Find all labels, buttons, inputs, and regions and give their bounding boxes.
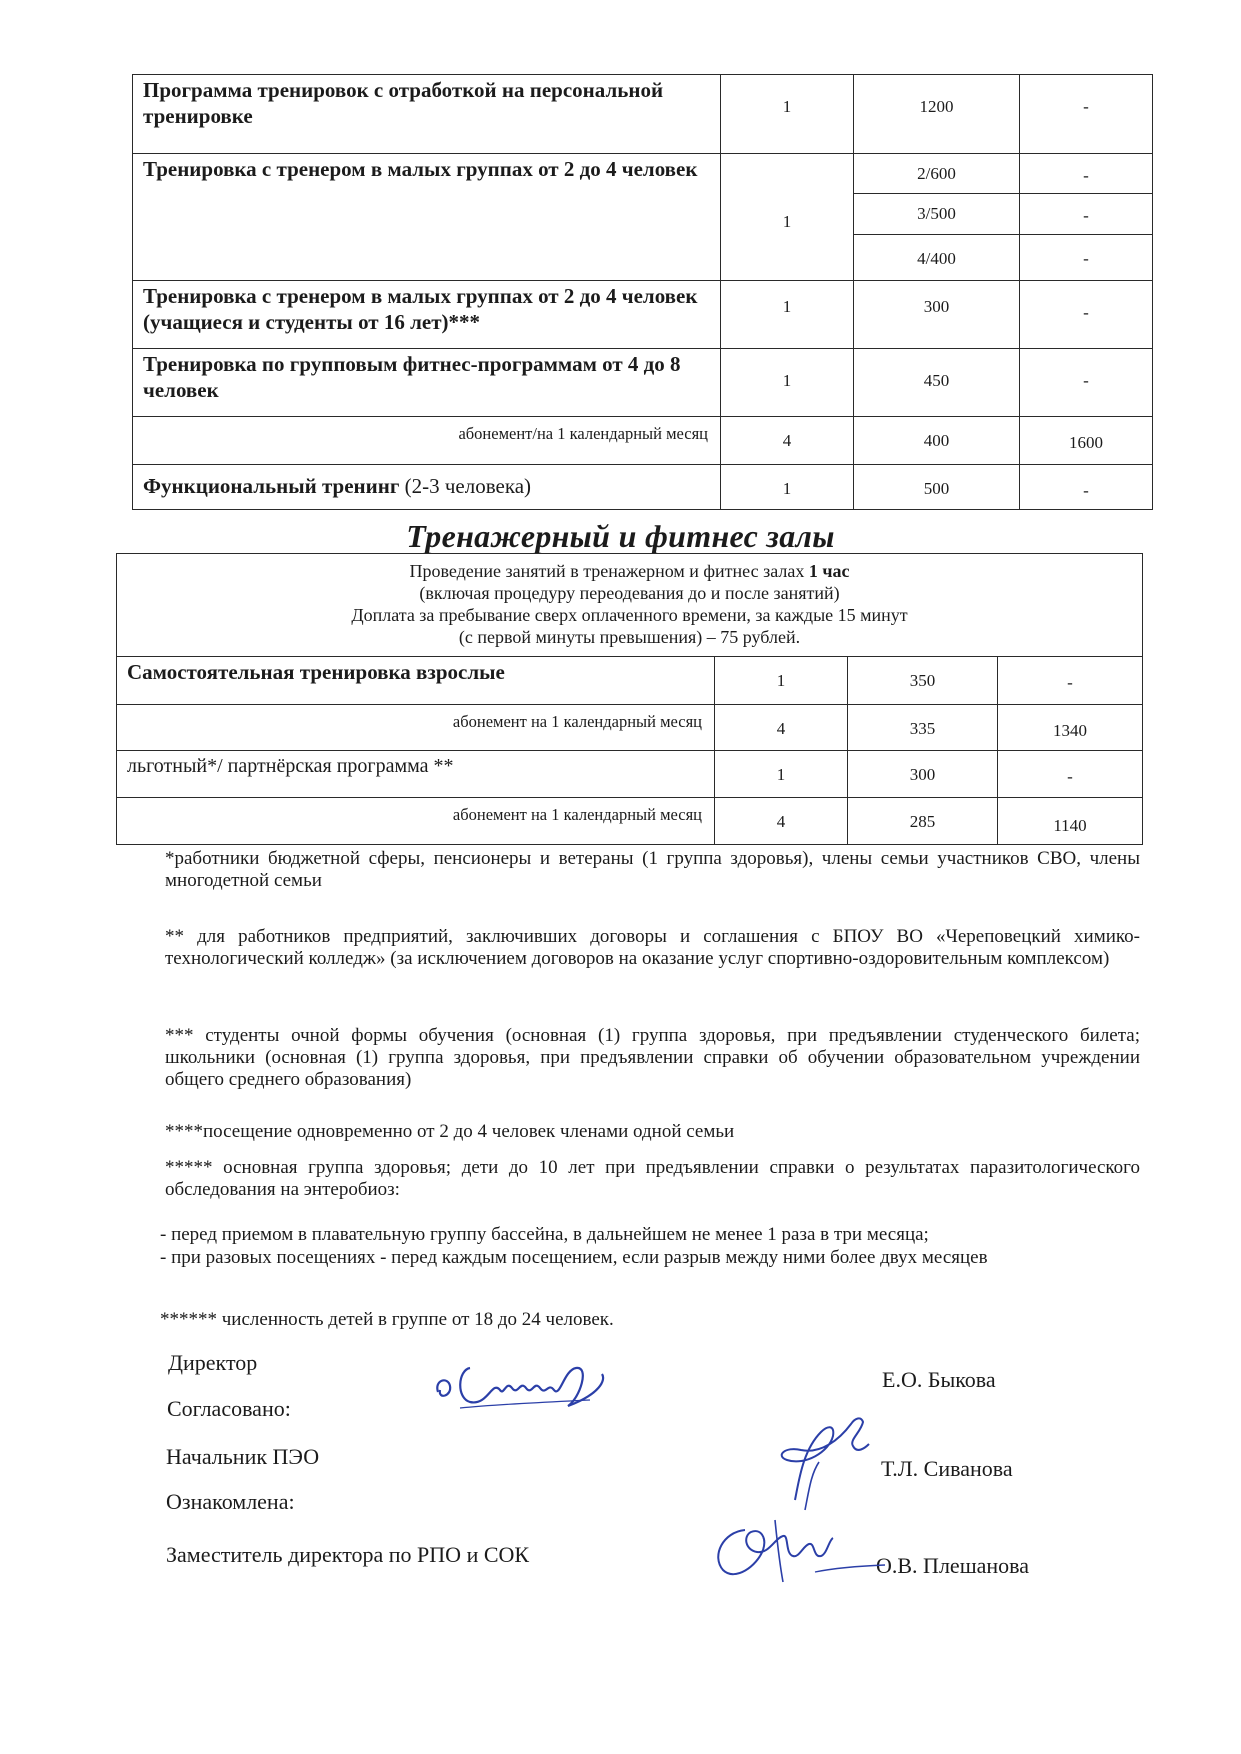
footnote-3: *** студенты очной формы обучения (основная (1) группа здоровья, при предъявлении студенческого билета; школьники (основная (1) группа здоровья, при предъявлении справки об обучении образовательном учреждении общего среднего образования): [165, 1025, 1140, 1090]
note-duration: 1 час: [808, 561, 850, 581]
row-price: 2/600: [854, 154, 1020, 194]
section-title: Тренажерный и фитнес залы: [406, 518, 835, 554]
row-price: 4/400: [854, 235, 1020, 281]
deputy-label: Заместитель директора по РПО и СОК: [166, 1542, 530, 1567]
note-line2: (включая процедуру переодевания до и после занятий): [419, 583, 840, 603]
director-signature-icon: [430, 1350, 615, 1420]
row-count: 1: [721, 465, 854, 510]
row-price: 300: [848, 751, 998, 798]
row-count: 1: [715, 751, 848, 798]
row-name: Самостоятельная тренировка взрослые: [117, 657, 715, 705]
row-price: 1200: [854, 75, 1020, 154]
row-price: 500: [854, 465, 1020, 510]
row-name: абонемент на 1 календарный месяц: [117, 705, 715, 751]
row-name: абонемент на 1 календарный месяц: [117, 798, 715, 845]
row-price: 450: [854, 349, 1020, 417]
row-count: 1: [715, 657, 848, 705]
peo-signature-icon: [765, 1410, 885, 1515]
footnote-5: ***** основная группа здоровья; дети до 10 лет при предъявлении справки о результатах паразитологического обследования на энтеробиоз:: [165, 1157, 1140, 1200]
row-name-normal: (2-3 человека): [404, 474, 532, 498]
peo-name: Т.Л. Сиванова: [881, 1456, 1013, 1481]
row-count: 1: [721, 75, 854, 154]
row-total: 1340: [998, 705, 1143, 751]
row-count: 4: [715, 798, 848, 845]
row-count: 1: [721, 281, 854, 349]
row-count: 1: [721, 349, 854, 417]
row-count: 4: [715, 705, 848, 751]
note-line4: (с первой минуты превышения) – 75 рублей.: [458, 627, 801, 647]
footnote-6: ****** численность детей в группе от 18 до 24 человек.: [160, 1309, 614, 1330]
row-total: -: [1020, 75, 1153, 154]
row-total: -: [1020, 349, 1153, 417]
row-price: 400: [854, 417, 1020, 465]
row-name: Тренировка с тренером в малых группах от 2 до 4 человек: [133, 154, 721, 281]
row-total: -: [1020, 194, 1153, 235]
row-price: 285: [848, 798, 998, 845]
row-name: абонемент/на 1 календарный месяц: [133, 417, 721, 465]
note-line3: Доплата за пребывание сверх оплаченного времени, за каждые 15 минут: [351, 605, 908, 625]
table-row: [133, 349, 1153, 417]
director-label: Директор: [168, 1350, 258, 1375]
footnote-5-item-2: - при разовых посещениях - перед каждым посещением, если разрыв между ними более двух месяцев: [160, 1247, 988, 1268]
note-line1: Проведение занятий в тренажерном и фитнес залах: [409, 561, 805, 581]
row-name: льготный*/ партнёрская программа **: [117, 751, 715, 798]
row-price: 335: [848, 705, 998, 751]
row-price: 300: [854, 281, 1020, 349]
row-total: -: [1020, 281, 1153, 349]
row-total: -: [1020, 235, 1153, 281]
deputy-signature-icon: [705, 1510, 890, 1590]
row-total: 1140: [998, 798, 1143, 845]
gym-note: [117, 554, 1143, 657]
row-count: 1: [721, 154, 854, 281]
row-total: -: [998, 751, 1143, 798]
table-row: [133, 417, 1153, 465]
acquainted-label: Ознакомлена:: [166, 1489, 295, 1514]
table-row: [117, 657, 1143, 705]
row-price: 350: [848, 657, 998, 705]
row-name: Программа тренировок с отработкой на персональной тренировке: [133, 75, 721, 154]
gym-price-table: [116, 553, 1143, 845]
table-note-row: [117, 554, 1143, 657]
row-name-bold: Функциональный тренинг: [143, 474, 400, 498]
footnote-2: ** для работников предприятий, заключивших договоры и соглашения с БПОУ ВО «Череповецкий химико-технологический колледж» (за исключением договоров на оказание услуг спортивно-оздоровительным комплексом): [165, 926, 1140, 969]
table-row: [133, 281, 1153, 349]
deputy-name: О.В. Плешанова: [876, 1553, 1030, 1578]
footnote-4: ****посещение одновременно от 2 до 4 человек членами одной семьи: [165, 1121, 735, 1142]
footnote-5-item-1: - перед приемом в плавательную группу бассейна, в дальнейшем не менее 1 раза в три месяца;: [160, 1224, 929, 1245]
footnote-1: *работники бюджетной сферы, пенсионеры и ветераны (1 группа здоровья), члены семьи участников СВО, члены многодетной семьи: [165, 848, 1140, 891]
table-row: [133, 75, 1153, 154]
services-price-table: [132, 74, 1153, 510]
row-total: -: [998, 657, 1143, 705]
row-name: [133, 465, 721, 510]
row-count: 4: [721, 417, 854, 465]
table-row: [117, 705, 1143, 751]
row-total: 1600: [1020, 417, 1153, 465]
peo-label: Начальник ПЭО: [166, 1444, 320, 1469]
row-name: Тренировка с тренером в малых группах от 2 до 4 человек (учащиеся и студенты от 16 лет)***: [133, 281, 721, 349]
row-total: -: [1020, 465, 1153, 510]
row-price: 3/500: [854, 194, 1020, 235]
table-row: [133, 465, 1153, 510]
row-name: Тренировка по групповым фитнес-программам от 4 до 8 человек: [133, 349, 721, 417]
agreed-label: Согласовано:: [167, 1396, 291, 1421]
director-name: Е.О. Быкова: [882, 1367, 996, 1392]
table-row: [117, 751, 1143, 798]
table-row: [133, 154, 1153, 194]
row-total: -: [1020, 154, 1153, 194]
table-row: [117, 798, 1143, 845]
